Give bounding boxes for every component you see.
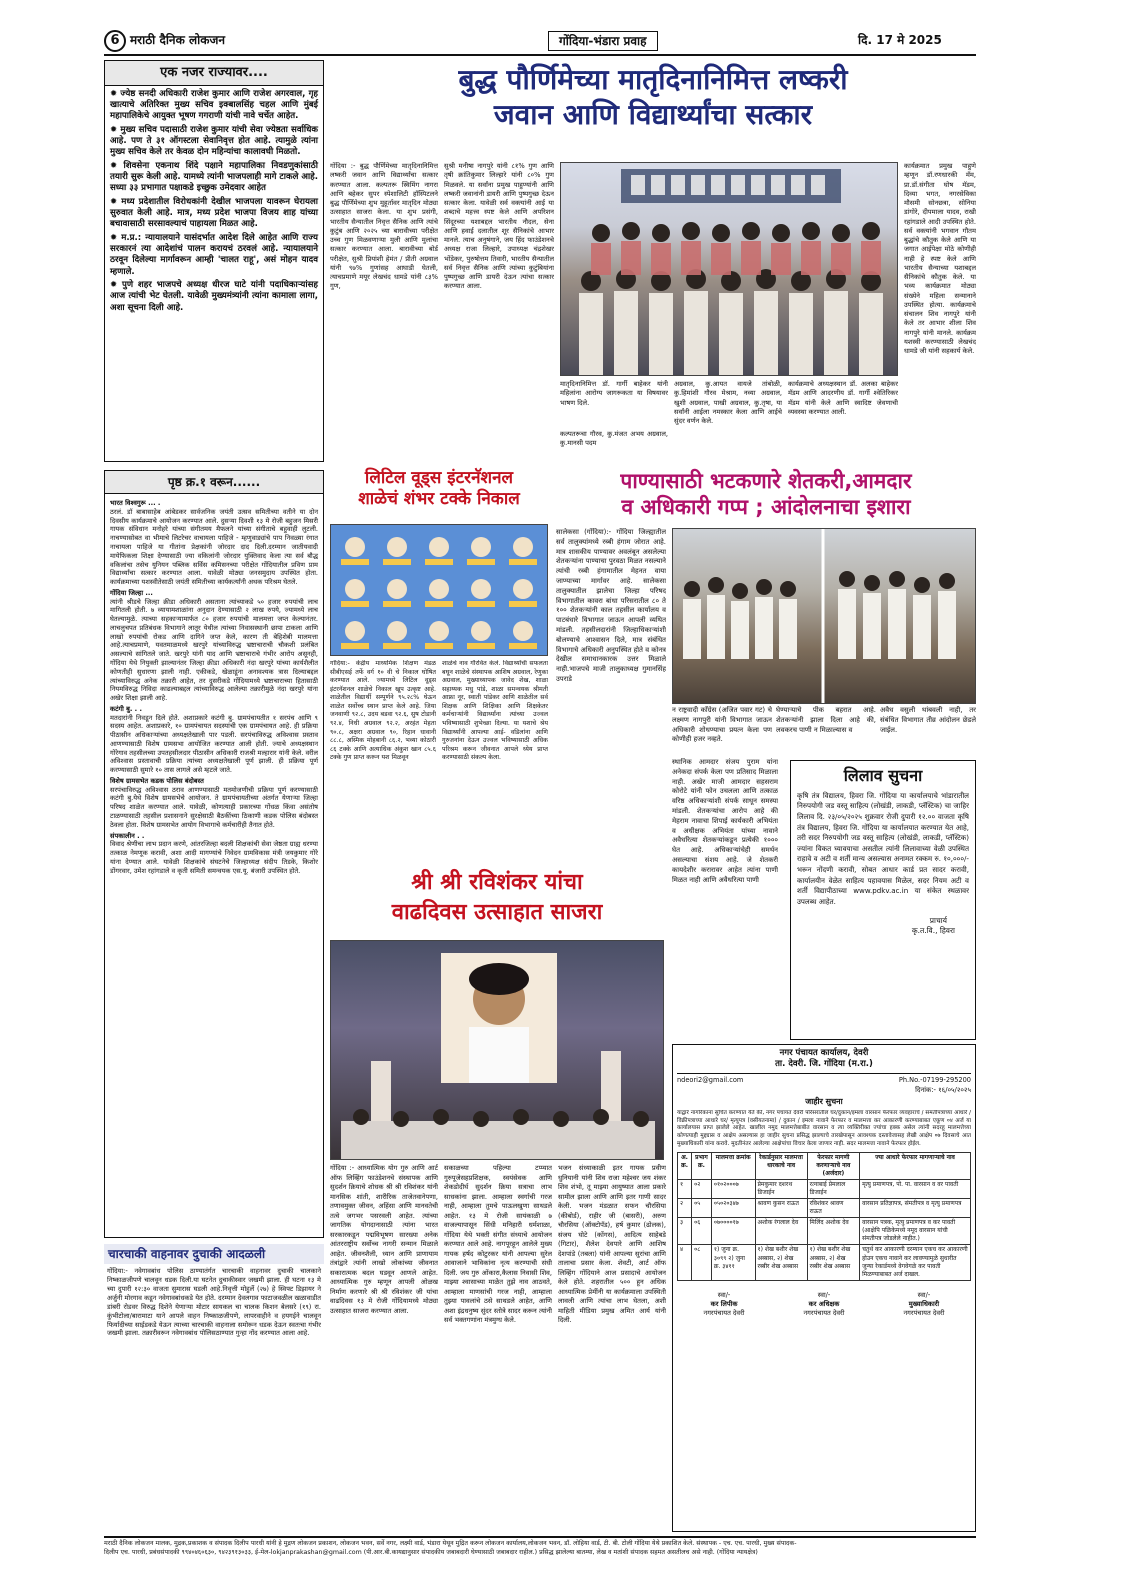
bullet-icon: ✹ [110, 196, 122, 207]
table-cell: ०५ [692, 1199, 712, 1218]
glance-item [110, 280, 318, 314]
main-caption-left: मातृदिनानिमित्त डॉ. गार्गी बाहेकर यांनी महिलांना आरोग्य जागरूकता या विषयावर भाषण दिले. [560, 380, 668, 407]
water-headline [556, 468, 976, 521]
birthday-event-photo [330, 940, 664, 1160]
signature-line: स्वा/- [817, 1290, 831, 1299]
signature-block [777, 1291, 871, 1318]
table-cell: रविशंकर श्रावण राऊत [807, 1199, 859, 1218]
table-cell: १) शेख बशीर शेख अब्बास, २) शेख रब्बीर शेख अब्बास [807, 1245, 859, 1280]
school-toppers-photo [330, 524, 548, 656]
table-row [678, 1179, 971, 1198]
signature-line: मुख्याधिकारी [908, 1299, 940, 1308]
continued-section-head: भारत विश्वगुरू ... . [110, 499, 161, 508]
continued-section-text: ठरलं. डॉ बाबासाहेब आंबेडकर सार्वजनिक जयंती उत्सव समितीच्या वतीने या दोन दिवसीय कार्यक्रमाचे आयोजन करण्यात आले. दुसऱ्या दिवशी १३ मे रोजी बहुजन मिसरी गायक संविधान मनोहरे यांच्या संगीतमय मैफलने यांच्या संगीताचे बहुवाही लुटली. नाचण्यासोबत वा भीमाचे लिटरेचर वाचायला पाहिजे - म्हणुवाड्यांचे पाप निवळ्या रंगात नाचायला पाहिजे या गीतांना प्रेक्षकांनी जोरदार दाद दिली.दरम्यान जातीयवादी मायेफिकला शिक्षा देण्यासाठी ज्या वकिलांनी जोरदार युक्तिवाद केला त्या सर्व बौद्ध वकिलांचा तसेच युनियन पब्लिक सर्विस कमिसनच्या परीक्षेत गोंदियातील प्रविण प्राम विद्यार्थ्यांचा सत्कार करण्यात आला. यावेळी मोठ्या जनसमुदाय उपस्थित होता. कार्यक्रमाच्या यशस्वीतेसाठी जयंती समितीच्या कार्यकर्त्यांनी अथक परिश्रम घेतले. [110, 507, 318, 587]
accident-text: गोंदिया:- नवेगावबांध पोलिस ठाण्यातंर्गत चारचाकी वाहनावर दुचाकी चालकाने निष्काळजीपणे चालवून धडक दिली.या घटनेत दुचाकीस्वार जखमी झाला. ही घटना १३ मे च्या दुपारी १२:३० वाजता सुमारास घडली आहे.निवृत्ती मोहुर्ले (२७) हे स्विफ्ट डिझायर ने अर्जुनी मोरगाव कडून नवेगावबांधकडे येत होते. दरम्यान देवलगाव फाटाजवळील खळावाडीत डांबरी रोडवर विरुद्ध दिशेने येणाऱ्या मोटार सायकल चा चालक किशन बेलसरे (१९) रा. कुंभीटोला/बारामाटा याने आपले वाहन निष्काळजीपणे, लापरवाहीने व हयगईने चालवून फिर्यादीच्या साईडकडे येऊन त्याच्या चारचाकी वाहनाला समोरून धडक देऊन स्वतःचा गंभीर जखमी झाला. तक्रारीवरून नवेगावबांध पोलिसठाण्यात गुन्हा नोंद करण्यात आला आहे. [107, 1267, 321, 1338]
water-headline-line2: व अधिकारी गप्प ; आंदोलनाचा इशारा [621, 495, 911, 520]
signature-block [877, 1291, 971, 1318]
issue-date: दि. 17 मे 2025 [858, 33, 942, 47]
notice-title: जाहीर सुचना [805, 1097, 843, 1106]
bullet-icon: ✹ [110, 280, 122, 291]
glance-item [110, 197, 318, 231]
signature-line: कर लिपीक [710, 1299, 738, 1308]
continued-title: पृष्ठ क्र.१ वरून...... [105, 471, 323, 494]
office-phone: Ph.No.-07199-295200 [898, 1075, 971, 1084]
imprint-footer [104, 1536, 976, 1566]
table-cell: अशोक रंगलाल देव [755, 1218, 807, 1245]
nagar-panchayat-notice [672, 1044, 976, 1532]
birthday-headline [330, 868, 664, 927]
main-headline [330, 62, 976, 132]
table-cell: ३ [678, 1218, 692, 1245]
signature-block [677, 1291, 771, 1318]
school-headline-line1: लिटिल वूड्स इंटरनॅशनल [364, 468, 514, 488]
farmers-photo-illustration [673, 529, 976, 704]
table-cell: १) शेख बशीर शेख अब्बास, २) शेख रब्बीर शेख अब्बास [755, 1245, 807, 1280]
bullet-icon: ✹ [110, 124, 121, 135]
glance-item-text: ज्येष्ठ सनदी अधिकारी राजेश कुमार आणि राजेश अगरवाल, गृह खात्याचे अतिरिक्त मुख्य सचिव इक्बालसिंह चहल आणि मुंबई महापालिकेचे आयुक्त भूषण गगराणी यांची नावे चर्चेत आहेत. [110, 88, 318, 122]
glance-item [110, 125, 318, 159]
birthday-headline-line1: श्री श्री रविशंकर यांचा [411, 870, 583, 895]
signature-line: नगरपंचायत देवरी [803, 1308, 845, 1317]
water-caption1: न राष्ट्रवादी काँग्रेस (अजित पवार गट) चे लक्ष्मण नागपुरी यांनी विभागात जाऊन अधिकारी शोधण्याचा प्रयत्न केला पण कोणीही हजर नव्हते. [672, 706, 772, 744]
school-col2: शाळेचे नाव गौरवित केले. विद्यार्थ्यांची सफलता बघून शाळेचे संस्थापक आशिष अग्रवाल, रेणुका अग्रवाल, मुख्याध्यापक जावेद शेख, शाळा सहाय्यक मधु पांडे, शाळा समन्वयक श्रीमती आफ्रा नूर, स्वाती पांडेकर आणि शाळेतील सर्व शिक्षक आणि शिक्षिका आणि शिक्षकेतर कर्मचाऱ्यांनी विद्यार्थ्यांना त्यांच्या उज्वल भविष्यासाठी शुभेच्छा दिल्या. या यशाचे श्रेय विद्यार्थ्यांनी आपल्या आई- वडिलांना आणि गुरुजनांना देऊन उज्वल भविष्यासाठी अधिक परिश्रम करून जीवनात आपले ध्येय प्राप्त करण्यासाठी संकल्प केला. [442, 660, 548, 762]
office-email[interactable]: ndeori2@gmail.com [677, 1075, 744, 1084]
table-cell: ०५०२०३४७ [711, 1199, 755, 1218]
auction-signature-title: प्राचार्य [929, 915, 947, 925]
notice-date: दिनांक:- १६/०५/२०२५ [915, 1085, 971, 1094]
table-cell: ०७००००१७ [711, 1218, 755, 1245]
page-header [104, 30, 976, 56]
accident-story [104, 1244, 324, 1530]
table-cell: ०२ [692, 1179, 712, 1198]
glance-item-text: मुख्य सचिव पदासाठी राजेश कुमार यांची सेवा ज्येष्ठता सर्वाधिक आहे. पण ते ३१ ऑगस्टला सेवानिवृत्त होत आहे. त्यामुळे त्यांना मुख्य सचिव केले तर केवळ दोन महिन्यांचा कालावधी मिळतो. [110, 124, 318, 158]
table-cell: श्रावण कुसन राऊत [755, 1199, 807, 1218]
group-photo-illustration [561, 163, 898, 376]
birthday-photo-illustration [331, 941, 664, 1160]
continued-section-text: त्यांनी श्रीडचे जिल्हा क्रीडा अधिकारी असताना त्यांच्याकडे ५० हजार रुपयांची लाच मागितली होती. ७ व्यायामशाळांना अनुदान देण्यासाठी २ लाख रुपये, ज्यामध्ये लाच घेतल्यामुळे. त्याच्या सहकाऱ्यामार्फत ८० हजार रुपयांची मालमत्ता जप्त केल्यानंतर. लाचलुचपत प्रतिबंधक विभागाने लातूर येथील त्यांच्या निवासस्थानी छापा टाकला आणि लाखो रुपयांची रोकड आणि दागिने जप्त केले, कारण ती बेहिशेबी मालमत्ता आहे.त्याचप्रमाणे, यवतमाळमध्ये खरपुरे यांच्याविरुद्ध भ्रष्टाचाराची चौकशी प्रलंबित असल्याचे सांगितले जाते. खरपुरे यांनी याद आणि भ्रष्टाचाराचे गंभीर आरोप असूनही, गोंदिया येथे नियुक्ती झाल्यानंतर जिल्हा क्रीडा अधिकारी नंदा खरपुरे यांच्या कार्यशैलीत कोणतीही सुधारणा झाली नाही. एकीकडे, खेळाडूंना अनावश्यक त्रास दिल्याबद्दल त्यांच्याविरुद्ध अनेक तक्रारी आहेत, तर दुसरीकडे गोंदियामध्ये भ्रष्टाचाराच्या हितासाठी नियमविरुद्ध निविदा काढल्याबद्दल त्यांच्याविरुद्ध आलेल्या तक्रारीमुळे नंदा खरपुरे यांना अखेर शिक्षा झाली आहे. [110, 597, 318, 703]
table-row [678, 1199, 971, 1218]
state-glance-title: एक नजर राज्यावर.... [105, 61, 323, 86]
table-cell: प्रेमकुमार दशरथ डिजाईन [755, 1179, 807, 1198]
bullet-icon: ✹ [110, 232, 122, 243]
notice-signatures [677, 1291, 971, 1318]
table-header-cell: प्रभाग क्र. [692, 1152, 712, 1179]
table-header-cell: मालमत्ता क्रमांक [711, 1152, 755, 1179]
main-story-col3: कल्पतरूचा गौरव, कु.मंजत अभय अग्रवाल, कु.मानसी पदम [560, 430, 668, 448]
farmers-protest-photo [672, 528, 976, 704]
continued-section-head: संपकालीन . . [110, 831, 145, 840]
signature-line: स्वा/- [917, 1290, 931, 1299]
main-headline-line1: बुद्ध पौर्णिमेच्या मातृदिनानिमित्त लष्करी [458, 63, 848, 96]
main-story-col4: कार्यक्रमात प्रमुख पाहुणे म्हणून डॉ.रणधारकी मॅम, प्रा.डॉ.संगीता घोष मॅडम, दिव्या भगत, नगरसेविका मौसमी सोनछत्रा, सोनिया डांगोरे, दीपमाला यादव, राखी रहांगडाले आदी उपस्थित होते. सर्व वक्त्यांनी भगवान गौतम बुद्धांचे कौतुक केले आणि या जगात आईपेक्षा मोठे कोणीही नाही हे स्पष्ट केले आणि भारतीय सैन्याच्या यशाबद्दल सैनिकांचे कौतुक केले. या भव्य कार्यक्रमात मोठ्या संख्येने महिला सन्मानाने उपस्थित होत्या. कार्यक्रमाचे संचालन शिव नागपुरे यांनी केले तर आभार शीला शिव नागपुरे यांनी मानले. कार्यक्रम यशस्वी करण्यासाठी लेखचंद धामडे जी यांनी सहकार्य केले. [904, 162, 976, 355]
table-cell: २ [678, 1199, 692, 1218]
birthday-col2: सकाळच्या पहिल्या टप्प्यात गुरुपूजेसहप्रशिक्षक, स्वयंसेवक आणि शेकडोदीर्घ सुदर्शन क्रिया सत्राचा लाभ साधकांना झाला. आम्हाला स्वर्गाची गरज नाही, आम्हाला तुमचे पाऊलखुणा साथडले आहेत. १३ मे रोजी सायंकाळी ७ वाजल्यापासून सिंधी मनिहारी धर्मशाळा, गोंदिया येथे भक्ती संगीत संध्याचे आयोजन करण्यात आले आहे. नागपूरहून आलेले मुख्य गायक हर्षद कोटुरकर यांनी आपल्या सुरेल आवाजाने भाविकांना नृत्य करण्याची संधी दिली. जय गुरु ओंकारा,कैलास निवासी शिव, माझ्या श्वासाच्या माळेत तुझे नाव आठवते, आम्हाला माणसांची गरज नाही, आम्हाला तुझ्या पावलांचे ठसे साथडले आहेत, आणि अशा इंद्रधनुष्य सुंदर स्तोत्रे सादर करून त्यांनी सर्व भक्तगणांना मंत्रमुग्ध केले. [444, 1164, 552, 1325]
water-caption3: अवैध वसुली थांबवली नाही, तर संबंधित विभागात तीव्र आंदोलन छेडले जाईल. [880, 706, 976, 734]
school-headline [330, 468, 548, 511]
continued-section-text: सरपंचाविरुद्ध अविश्वास ठराव आणण्यासाठी मतमोजणीची प्रक्रिया पूर्ण करण्यासाठी कटंगी बु.येथे विशेष ग्रामसभेचे आयोजन. ते ग्रामपंचायतीच्या अंतर्गत येणाऱ्या जिल्हा परिषद शाळेत करण्यात आले. यावेळी, कोणत्याही प्रकारच्या गोंधळ किंवा असंतोष टाळण्यासाठी तहसील प्रशासनाने सुरक्षेसाठी बैठकींच्या ठिकाणी कडक पोलिस बंदोबस्त ठेवला होता. विशेष ग्रामसभेत आयोग विभागाचे कर्मचारीही तैनात होते. [110, 785, 318, 829]
auction-signature-org: कृ.त.वि., हिवरा [911, 925, 955, 935]
students-group-photo [560, 162, 898, 376]
signature-line: नगरपंचायत देवरी [903, 1308, 945, 1317]
main-story-col2: सुश्री मनीषा नागपुरे यांनी ८१% गुण आणि तृषी क्रांतिकुमार लिल्हारे यांनी ८०% गुण मिळवले. या सर्वांना प्रमुख पाहुण्यांनी आणि लष्करी जवानांनी डायरी आणि पुष्पगुच्छ देऊन सत्कार केला. यावेळी सर्व वक्त्यांनी आई या शब्दाचे महत्त्व स्पष्ट केले आणि अपरिशन सिंदूरच्या यशाबद्दल भारतीय नौदल, सेना आणि हवाई दलातील शूर सैनिकांचे आभार मानले. त्याच अनुषंगाने, जय हिंद फाउंडेशनचे अध्यक्ष राजा लिल्हारे, उपाध्यक्ष चंद्रशेखर भोंडेकर, पुरुषोत्तम तिवारी, भारतीय सैन्यातील सर्व निवृत्त सैनिक आणि त्यांच्या कुटुंबियांना पुष्पगुच्छ आणि डायरी देऊन त्यांचा सत्कार करण्यात आला. [444, 162, 554, 291]
state-glance-box [104, 60, 324, 462]
accident-headline: चारचाकी वाहनावर दुचाकी आदळली [104, 1244, 324, 1264]
continued-section-head: गोंदिया जिल्हा ... [110, 588, 153, 597]
glance-item-text: म.प्र.: न्यायालयाने यासंदर्भात आदेश दिले आहेत आणि राज्य सरकारनं त्या आदेशांचं पालन करायचं ठरवलं आहे. न्यायालयाने ठरवून दिलेल्या मार्गावरून आम्ही 'चालत राहू', असं मोहन यादव म्हणाले. [110, 232, 318, 277]
office-address: ता. देवरी. जि. गोंदिया (म.रा.) [677, 1059, 971, 1073]
table-cell: ०६ [692, 1218, 712, 1245]
bullet-icon: ✹ [110, 160, 124, 171]
table-cell: वारसान पत्रक, मृत्यु प्रमाणपत्र व कर पावती (आक्षेपि पळिकेमध्ये नमूद वारसान यांची संमतीपत्र जोडलेले नाहीत.) [860, 1218, 971, 1245]
glance-item-text: पुणे शहर भाजपचे अध्यक्ष धीरज घाटे यांनी पदाधिकाऱ्यांसह आज त्यांची भेट घेतली. यावेळी मुख्यमंत्र्यांनी त्यांना कामाला लागा, अशा सूचना दिली आहे. [110, 280, 318, 313]
table-cell: चतुर्थ कर आकारणी दरम्यान एकच कर आकारणी होउन एकच नावाने कर लावण्यामुळे सुधारीत जुन्या रेकार्डमध्ये वेगवेगळे कर पावती मिळण्याबाबत अर्ज दाखल. [860, 1245, 971, 1280]
continued-section-head: कटंगी बु. . . [110, 704, 142, 713]
main-story-col1: गोंदिया :- बुद्ध पौर्णिमेच्या मातृदिनानिमित्त लष्करी जवान आणि विद्यार्थ्यांचा सत्कार करण्यात आला. कल्पतरू स्विमिंग नागरा आणि बहेकर सुपर स्पेशालिटी हॉस्पिटलने बुद्ध पौर्णिमेच्या शुभ मुहूर्तावर मातृदिन मोठ्या उत्साहात साजरा केला. या शुभ प्रसंगी, भारतीय सैन्यातील निवृत्त सैनिक आणि त्यांचे कुटुंब आणि २०२५ च्या बारावीच्या परीक्षेत उच्च गुण मिळवणाऱ्या मुली आणि मुलांचा सत्कार करण्यात आला. बारावीच्या बोर्ड परीक्षेत, सुश्री प्रियांशी हेमंत / प्रीती अग्रवाल यांनी ९७% गुणांसह आघाडी घेतली, त्याचप्रमाणे मयूर लेखचंद धामडे यांनी ८३% गुण, [330, 162, 438, 291]
main-caption-mid: अग्रवाल, कु.आयत वायजे तांबोळी, कु.हिमांशी गौरव मेश्राम, नव्या अग्रवाल, खुशी अग्रवाल, पाखी अग्रवाल, कु.तृषा, या सर्वांनी आईला नमस्कार केला आणि आईचे सुंदर वर्णन केले. [674, 380, 782, 425]
table-cell: ४ [678, 1245, 692, 1280]
water-col3: स्थानिक आमदार संजय पुराम यांना अनेकदा संपर्क केला पण प्रतिसाद मिळाला नाही. अखेर माजी आमदार सहसराम कोरोटे यांनी फोन उचलला आणि तत्काळ वरिष्ठ अधिकाऱ्यांशी संपर्क साधून समस्या मांडली. शेतकऱ्यांचा आरोप आहे की मेहराम नावाचा शिपाई कार्यकारी अभियंता व अधीक्षक अभियंता यांच्या नावाने अवैधरित्या शेतकऱ्यांकडून प्रत्येकी १००० घेत आहे. अधिकाऱ्यांचेही समर्थन असल्याचा संशय आहे. जे शेतकरी कायदेशीर करारावर आहेत त्यांना पाणी मिळत नाही आणि अवैधरित्या पाणी [672, 758, 778, 884]
main-caption-right: कार्यक्रमाचे अध्यक्षस्थान डॉ. अलका बाहेकर मॅडम आणि आदरणीय डॉ. गार्गी श्वेतिरिकर मॅडम यांनी केले आणि स्वादिष्ट जेवणाची व्यवस्था करण्यात आली. [788, 380, 898, 416]
glance-item-text: मध्य प्रदेशातील विरोधकांनी देखील भाजपला यावरून घेरायला सुरुवात केली आहे. मात्र, मध्य प्रदेश भाजपा विजय शाह यांच्या बचावासाठी सरसावल्याचं पाहायला मिळत आहे. [110, 196, 318, 230]
glance-item [110, 161, 318, 195]
table-cell: ०१०२०००७ [711, 1179, 755, 1198]
birthday-col3: भजन संध्याकाळी इतर गायक प्रवीण धुनियानी यांनी शिव राजा महेश्वर जय शंकर शिव शंभो, तू माझ्या आयुष्यात आला प्रकारे सामील झाला आणि आणि इतर गाणी सादर केली. भजन मंडळात सफन चौरसिया (कीबोर्ड), राहीर जी (बासरी), अरुण चौरसिया (ऑक्टोपॅड), हर्ष कुमार (ढोलक), संजय घोटे (कोंगस), आदित्य साहेबडे (गिटार), शैलेश देवपारे आणि आशिष देशपांडे (तबला) यांनी आपल्या सुरांचा आणि तालाचा प्रसार केला. शेवटी, आर्ट ऑफ लिव्हिंग गोंदियाने आज प्रसादाचे आयोजन केले होते. शहरातील ५०० हून अधिक आध्यात्मिक प्रेमींनी या कार्यक्रमाला उपस्थिती लावली आणि त्यांचा लाभ घेतला, अशी माहिती मीडिया प्रमुख अमित आर्य यांनी दिली. [558, 1164, 666, 1325]
table-header-cell: अ. क्र. [678, 1152, 692, 1179]
main-headline-line2: जवान आणि विद्यार्थ्यांचा सत्कार [493, 98, 813, 131]
table-cell: वारसान प्रतिज्ञापत्र, संमतीपत्र व मृत्यु प्रमाणपत्र [860, 1199, 971, 1218]
table-row [678, 1245, 971, 1280]
continued-section-text: विवाद श्रेणीचा लाभ प्रदान करणे, आंतरजिल्हा बदली शिक्षकांची सेवा जेष्ठता ग्राह्य धरण्या तत्काळ नेमणूक करावी, अशा आदी मागण्यांचे निवेदन ग्रामविकास मंत्री जयकुमार गोरे यांना देण्यात आले. यावेळी शिक्षकांचे संघटनेचे जिल्हाध्यक्ष संदीप तिडके, किशोर डोंगरवार, उमेश रहांगडाले व कृती समिती समन्वयक एस.यू. बंजारी उपस्थित होते. [110, 840, 318, 875]
table-header-cell: रेकार्डनुसार मालमत्ता धारकाचे नाव [755, 1152, 807, 1179]
water-caption2: घेण्याऱ्याचे पीक बहरात आहे. शेतकऱ्यांनी झाला दिला आहे की, लवकरच पाणी न मिळाल्यास व [776, 706, 876, 734]
signature-line: कर अधिक्षक [808, 1299, 840, 1308]
table-row [678, 1218, 971, 1245]
table-header-cell: ज्या आधारे फेरफार मागणाऱ्याचे नाव [860, 1152, 971, 1179]
table-cell: १ [678, 1179, 692, 1198]
glance-item [110, 233, 318, 278]
table-cell: मृत्यु प्रमाणपत्र, पो. पा. वारसान व वर पावती [860, 1179, 971, 1198]
table-cell: रत्नाबाई प्रेमलाल डिजाईन [807, 1179, 859, 1198]
imprint-line1: मराठी दैनिक लोकजन मालक, मुद्रक,प्रकाशक व संपादक दिलीप पारधी यांनी हे मुद्रण लोकजन प्रकाशन, लोकजन भवन, सर्वे नगर, लक्ष्मी वार्ड, भंडारा येथून मुद्रित करून लोकजन कार्यालय,लोकजन भवन, डॉ. लोहिया वार्ड, टी. बी. टोली गोंदिया येथे प्रकाशित केले. संस्थापक - एच. एच. पारधी, मुख्य संपादक- [104, 1540, 797, 1547]
state-glance-list [105, 86, 323, 320]
water-col1: सालेकसा (गोंदिया):- गोंदिया जिल्ह्यातील सर्व तालुक्यांमध्ये रब्बी हंगाम जोरात आहे. मात्र शासकीय पाण्यावर अवलंबून असलेल्या शेतकऱ्यांना पाण्याचा पुरवठा मिळत नसल्याने त्यांची रब्बी हंगामातील मेहनत वाया जाण्याच्या मार्गावर आहे. सालेकसा तालुक्यातील झालेचा जिल्हा परिषद विभागातील कावरा बांधा परिसरातील ८० ते १०० शेतकऱ्यांनी काल तहसील कार्यालय व पाटबंधारे विभागात जाऊन आपली व्यथित मांडली. तहसीलदारांनी जिल्हाधिकाऱ्यांशी बोलण्याचे आश्वासन दिले, मात्र संबंधित विभागाचे अधिकारी अनुपस्थित होते व कोनत्र देखील समाधानकारक उत्तर मिळाले नाही.भाजपचे माजी तालुकाध्यक्ष गुमानसिंह उपराडे [556, 528, 666, 683]
region-label: गोंदिया-भंडारा प्रवाह [548, 31, 658, 51]
water-headline-line1: पाण्यासाठी भटकणारे शेतकरी,आमदार [620, 469, 912, 493]
continued-section-head: विशेष ग्रामसभेत कडक पोलिस बंदोबस्त [110, 776, 204, 785]
birthday-col1: गोंदिया :- आध्यात्मिक योग गुरु आणि आर्ट ऑफ लिव्हिंग फाउंडेशनचे संस्थापक आणि सुदर्शन क्रियाचे शोधक श्री श्री रविशंकर यांनी मानसिक शांती, शारीरिक ताजेतवानेपणा, तणावमुक्त जीवन, अहिंसा आणि मानवतेची तत्वे जगभर पसरवली आहेत. त्यांच्या जागतिक योगदानासाठी त्यांना भारत सरकारकडून पद्मविभूषण सारख्या अनेक आंतरराष्ट्रीय सर्वोच्च नागरी सन्मान मिळाले आहेत. जीवनशैली, ध्यान आणि प्राणायाम तंत्रांद्वारे त्यांनी लाखो लोकांच्या जीवनात सकारात्मक बदल घडवून आणले आहेत. आध्यात्मिक गुरु म्हणून आपली ओळख निर्माण करणारे श्री श्री रविशंकर जी यांचा वाढदिवस १३ मे रोजी गोंदियामध्ये मोठ्या उत्साहात साजरा करण्यात आला. [330, 1164, 438, 1315]
table-cell: १) जुना क्र. ३०९९ २) जुना क्र. ३४११ [711, 1245, 755, 1280]
page-number: 6 [104, 30, 126, 52]
office-contact [677, 1076, 971, 1085]
toppers-grid-illustration [331, 525, 548, 656]
table-cell: ०८ [692, 1245, 712, 1280]
glance-item-text: शिवसेना एकनाथ शिंदे पक्षाने महापालिका निवडणुकांसाठी तयारी सुरू केली आहे. यामध्ये त्यांनी भाजपलाही मागे टाकले आहे. सध्या ३३ प्रभागात पक्षाकडे इच्छुक उमेदवार आहेत [110, 160, 318, 194]
continued-box [104, 470, 324, 1238]
auction-title: लिलाव सुचना [843, 766, 923, 785]
auction-text: कृषि तंत्र विद्यालय, हिवरा जि. गोंदिया या कार्यालयाचे भांडारातील निरुपयोगी जड वस्तू साहित्य (लोखंडी, लाकडी, प्लॅस्टिक) चा जाहिर लिलाव दि. २३/०५/२०२५ शुक्रवार रोजी दुपारी १२.०० वाजता कृषि तंत्र विद्यालय, हिवरा जि. गोंदिया या कार्यालयात करण्यात येत आहे, तरी सदर निरुपयोगी जड वस्तू साहित्य (लोखंडी, लाकडी, प्लॅस्टिक) ज्यांना विकत घ्यावयाचा असतील त्यांनी लिलावाच्या वेळी उपस्थित राहावे व अटी व शर्ती मान्य असल्यास अनामत रक्कम रु. १०,०००/- भरून नोंदणी करावी, सोबत आधार कार्ड प्रत सादर करावी, कार्यालयीन वेळेत साहित्य पहावयास मिळेल, सदर नियम अटी व शर्ती विद्यापीठाच्या www.pdkv.ac.in या संकेत स्थळावर उपलब्ध आहेत. [797, 790, 969, 906]
continued-sections [105, 494, 323, 878]
school-headline-line2: शाळेचं शंभर टक्के निकाल [358, 489, 520, 510]
imprint-line2: दिलीप एच. पारधी, प्रबंधसंपादकी ९९४०४६०६३०, ९४२३९१३०३३, ई-मेल-lokjanprakashan@gmail.com (पी.आर.बी.कायद्यानुसार संपादकीय जबाबदारी घेण्यासाठी जबाबदार राहील.) प्रसिद्ध झालेल्या बातम्या, लेख व मतांशी संपादक सहमत असतीलच असे नाही. (गोंदिया न्यायक्षेत्र) [104, 1548, 758, 1556]
property-table-header [678, 1152, 971, 1179]
signature-line: स्वा/- [717, 1290, 731, 1299]
auction-notice [790, 760, 976, 1040]
signature-line: नगरपंचायत देवरी [703, 1308, 745, 1317]
continued-section-text: मतदारांनी निवडून दिले होते. अशाप्रकारे कटंगी बु. ग्रामपंचायतीत १ सरपंच आणि ९ सदस्य आहेत. अशाप्रकारे, १० ग्रामपंचायत सदस्यांची एक ग्रामपंचायत आहे. ही प्रक्रिया पीठासीन अधिकाऱ्यांच्या अध्यक्षतेखाली पार पडली. सरपंचाविरुद्ध अविश्वास प्रस्ताव आणण्यासाठी विशेष ग्रामसभा आयोजित करण्यात आली होती. ज्याचे अध्यक्षस्थान गोरेगाव तहसीलच्या उपतहसीलदार पीठासीन अधिकारी राजश्री मल्हारार यांनी केले. वरील अविश्वास प्रस्तावाची प्रक्रिया त्यांच्या अध्यक्षतेखाली पूर्ण झाली. ही प्रक्रिया पूर्ण करण्यासाठी सुमारे १० तास लागले असे म्हटले जाते. [110, 713, 318, 775]
table-cell: मिलिंद अशोक देव [807, 1218, 859, 1245]
property-table [677, 1152, 971, 1281]
birthday-headline-line2: वाढदिवस उत्साहात साजरा [391, 899, 603, 925]
office-name: नगर पंचायत कार्यालय, देवरी [779, 1048, 869, 1058]
bullet-icon: ✹ [110, 88, 121, 99]
paper-name: मराठी दैनिक लोकजन [130, 33, 226, 47]
school-col1: गोंदिया:- केंद्रीय माध्यमिक शिक्षण मंडळ सीबीएसई तर्फे वर्ग १० वी चे निकाल घोषित करण्यात आले. ज्यामध्ये लिटिल वूड्स इंटरनॅशनल शाळेचे निकाल खूप उत्कृष्ट आहे. शाळेतील विद्यार्थी सम्पूर्णने ९५.२८% घेऊन शाळेत सर्वोच्च स्थान प्राप्त केले आहे. जिया जनवाणी ९२.८, उदय बडवा ९२.६, सुष टोडानी ९२.४, निधी अग्रवाल ९२.२, अरहंत मेहता ९०.८, अक्षरा अग्रवाल ९०, रिहान धावानी ८८.८, अस्मिक मोहबानी ८६.२, भव्या कोठारी ८६ टक्के आणि अत्याधिक अंकुश खान ८५.६ टक्के गुण प्राप्त करून यश मिळवून [330, 660, 436, 762]
property-table-body [678, 1179, 971, 1280]
glance-item [110, 89, 318, 123]
notice-text: याद्वारे नागरिकांना सुचित करण्यात येते की, नगर पंचायत देवरी परिसरातील घर/दुकान/इमला वारसान फेरफार व्यवहाराचे / संमतीपत्राच्या आधारे / विक्रीपत्राच्या आधारे घर/ मृत्युपत्र (वसीयतनामा) / दुकान / इमला नावाने फेरफार व मालमत्ता कर आकारणी करण्याबाबत एकूण ०४ अर्ज या कार्यालयास प्राप्त झालेले आहेत. खालील नमुद मालमत्तेबाबीत वारसान व त्या व्यक्तिरीक्त ज्यांचा हक्क असेल त्यांनी सदरहू मालमत्तेच्या कोणत्याही मुद्द्यास व आक्षेप असल्यास हा जाहीर सुचना प्रसिद्ध झाल्याचे तारखेपासून आवश्यक दस्तावेजासह लेखी आक्षेप ०७ दिवसाचे आत मुख्याधिकारी यांना करावे. मुदतीनंतर आलेल्या आक्षेपांचा विचार केला जाणार नाही. सदर मालमत्ता नावाने फेरफार होईल. [677, 1109, 971, 1147]
table-header-cell: फेरफार मागणी करणाऱ्याचे नाव (अर्जदार) [807, 1152, 859, 1179]
